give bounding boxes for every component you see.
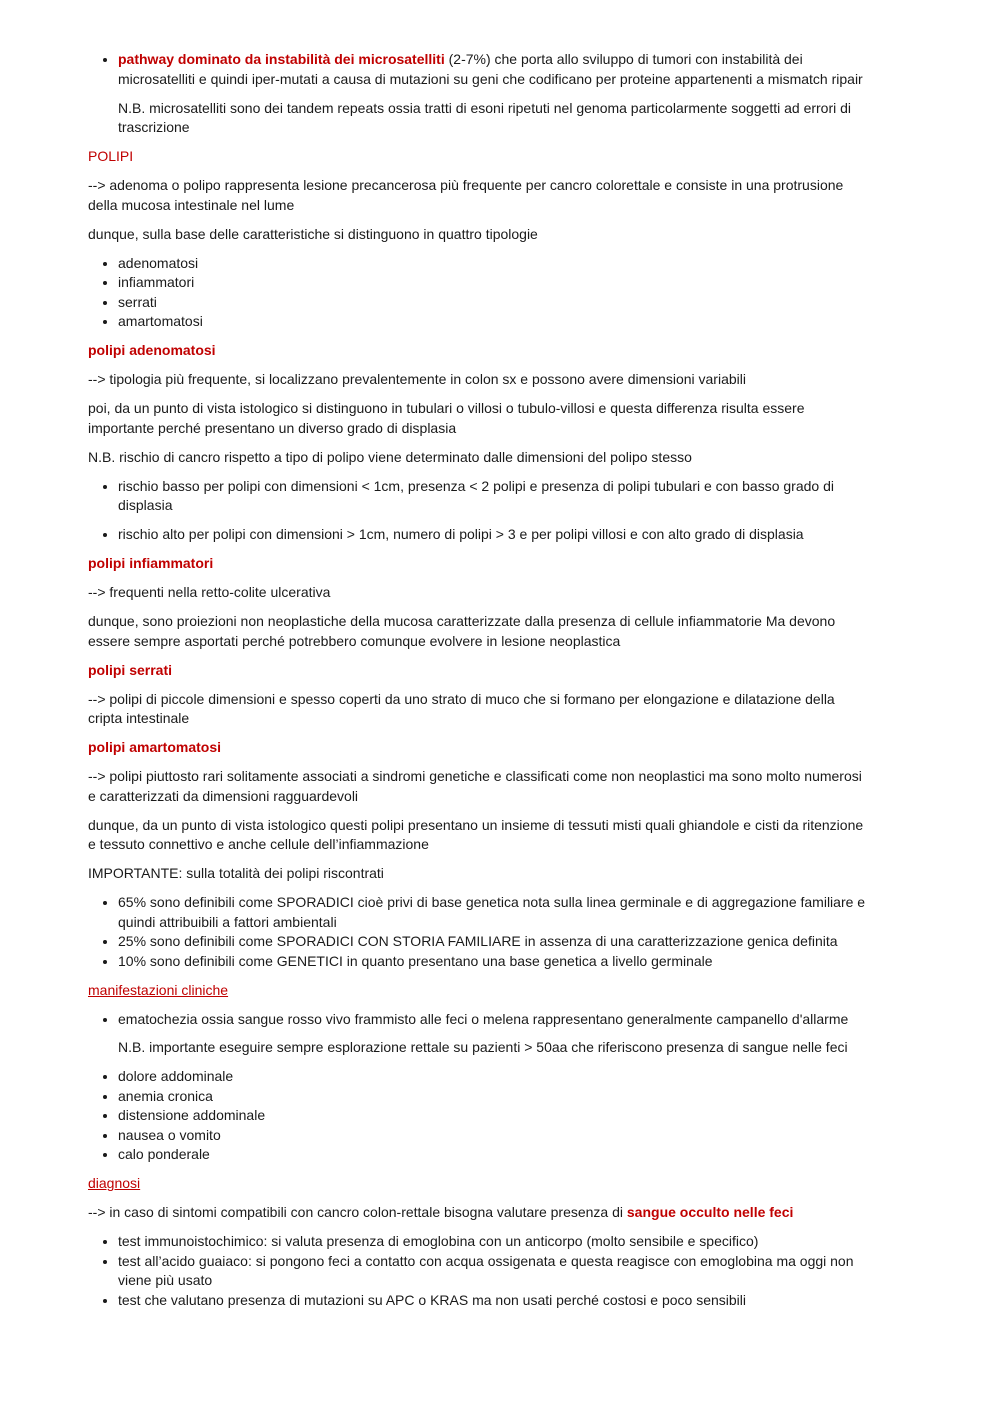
list-item: • test immunoistochimico: si valuta presenza di emoglobina con un anticorpo (molto sensibile e specifico) — [118, 1232, 872, 1252]
pathway-list — [88, 50, 872, 89]
list-item: • 10% sono definibili come GENETICI in quanto presentano una base genetica a livello germinale — [118, 952, 872, 972]
nb-microsatelliti: N.B. microsatelliti sono dei tandem repeats ossia tratti di esoni ripetuti nel genoma particolarmente soggetti ad errori di trascrizione — [118, 99, 852, 135]
risk-list — [88, 477, 872, 545]
nb-esplorazione: N.B. importante eseguire sempre esplorazione rettale su pazienti > 50aa che riferiscono presenza di sangue nelle feci — [118, 1039, 848, 1055]
list-item: • nausea o vomito — [118, 1126, 872, 1146]
section-heading-adenomatosi: polipi adenomatosi — [88, 342, 216, 358]
diagnosi-text: --> in caso di sintomi compatibili con cancro colon-rettale bisogna valutare presenza di — [88, 1204, 627, 1220]
section-heading-diagnosi: diagnosi — [88, 1175, 141, 1191]
list-item — [118, 50, 872, 89]
paragraph: poi, da un punto di vista istologico si distinguono in tubulari o villosi o tubulo-villosi e questa differenza risulta essere importante perché presentano un diverso grado di displasia — [88, 400, 805, 436]
list-item: • amartomatosi — [118, 312, 872, 332]
list-item: • dolore addominale — [118, 1067, 872, 1087]
list-item: • distensione addominale — [118, 1106, 872, 1126]
paragraph: --> adenoma o polipo rappresenta lesione precancerosa più frequente per cancro colorettale e consiste in una protrusione della mucosa intestinale nel lume — [88, 177, 844, 213]
section-heading-serrati: polipi serrati — [88, 661, 173, 678]
paragraph: --> polipi piuttosto rari solitamente associati a sindromi genetiche e classificati come non neoplastici ma sono molto numerosi e caratterizzati da dimensioni ragguardevoli — [88, 768, 862, 804]
section-heading-polipi: POLIPI — [88, 148, 134, 164]
list-item: • test all’acido guaiaco: si pongono feci a contatto con acqua ossigenata e questa reagisce con emoglobina ma oggi non viene più usato — [118, 1252, 872, 1291]
paragraph: --> frequenti nella retto-colite ulcerativa — [88, 584, 331, 600]
paragraph: dunque, sono proiezioni non neoplastiche della mucosa caratterizzate dalla presenza di cellule infiammatorie Ma devono essere sempre asportati perché potrebbero comunque evolvere in lesione neoplastica — [88, 613, 836, 649]
pathway-text: (2-7%) che porta allo sviluppo di tumori con instabilità dei microsatelliti e quindi iper-mutati a causa di mutazioni su geni che codificano per proteine appartenenti a mismatch ripair — [118, 51, 863, 87]
paragraph: dunque, da un punto di vista istologico questi polipi presentano un insieme di tessuti misti quali ghiandole e cisti da ritenzione e tessuto connettivo e anche cellule dell’infiammazione — [88, 816, 864, 852]
diagnosi-bold-text: sangue occulto nelle feci — [626, 1204, 794, 1220]
section-heading-manifestazioni: manifestazioni cliniche — [88, 981, 229, 998]
list-item: • test che valutano presenza di mutazioni su APC o KRAS ma non usati perché costosi e poco sensibili — [118, 1291, 872, 1311]
pathway-bold-text: pathway dominato da instabilità dei microsatelliti — [118, 51, 445, 67]
paragraph: IMPORTANTE: sulla totalità dei polipi riscontrati — [88, 865, 384, 881]
paragraph: --> tipologia più frequente, si localizzano prevalentemente in colon sx e possono avere dimensioni variabili — [88, 371, 746, 387]
section-heading-infiammatori: polipi infiammatori — [88, 555, 214, 571]
symptom-list-main — [88, 1010, 872, 1030]
section-heading-amartomatosi: polipi amartomatosi — [88, 739, 222, 755]
list-item: • adenomatosi — [118, 254, 872, 274]
list-item: • rischio alto per polipi con dimensioni > 1cm, numero di polipi > 3 e per polipi villosi e con alto grado di displasia — [118, 525, 872, 545]
stats-list — [88, 893, 872, 971]
list-item: • infiammatori — [118, 273, 872, 293]
list-item: • 65% sono definibili come SPORADICI cioè privi di base genetica nota sulla linea germinale e di aggregazione familiare e quindi attribuibili a fattori ambientali — [118, 893, 872, 932]
list-item: • ematochezia ossia sangue rosso vivo frammisto alle feci o melena rappresentano generalmente campanello d'allarme — [118, 1010, 872, 1030]
list-item: • anemia cronica — [118, 1087, 872, 1107]
list-item: • 25% sono definibili come SPORADICI CON STORIA FAMILIARE in assenza di una caratterizzazione genica definita — [118, 932, 872, 952]
paragraph: N.B. rischio di cancro rispetto a tipo di polipo viene determinato dalle dimensioni del polipo stesso — [88, 448, 692, 465]
list-item: • rischio basso per polipi con dimensioni < 1cm, presenza < 2 polipi e presenza di polipi tubulari e con basso grado di displasia — [118, 477, 872, 516]
paragraph — [88, 1203, 872, 1223]
symptom-list — [88, 1067, 872, 1165]
paragraph: dunque, sulla base delle caratteristiche si distinguono in quattro tipologie — [88, 225, 538, 242]
paragraph: --> polipi di piccole dimensioni e spesso coperti da uno strato di muco che si formano per elongazione e dilatazione della cripta intestinale — [88, 690, 835, 726]
list-item: • calo ponderale — [118, 1145, 872, 1165]
list-item: • serrati — [118, 293, 872, 313]
polyp-types-list — [88, 254, 872, 332]
tests-list — [88, 1232, 872, 1310]
